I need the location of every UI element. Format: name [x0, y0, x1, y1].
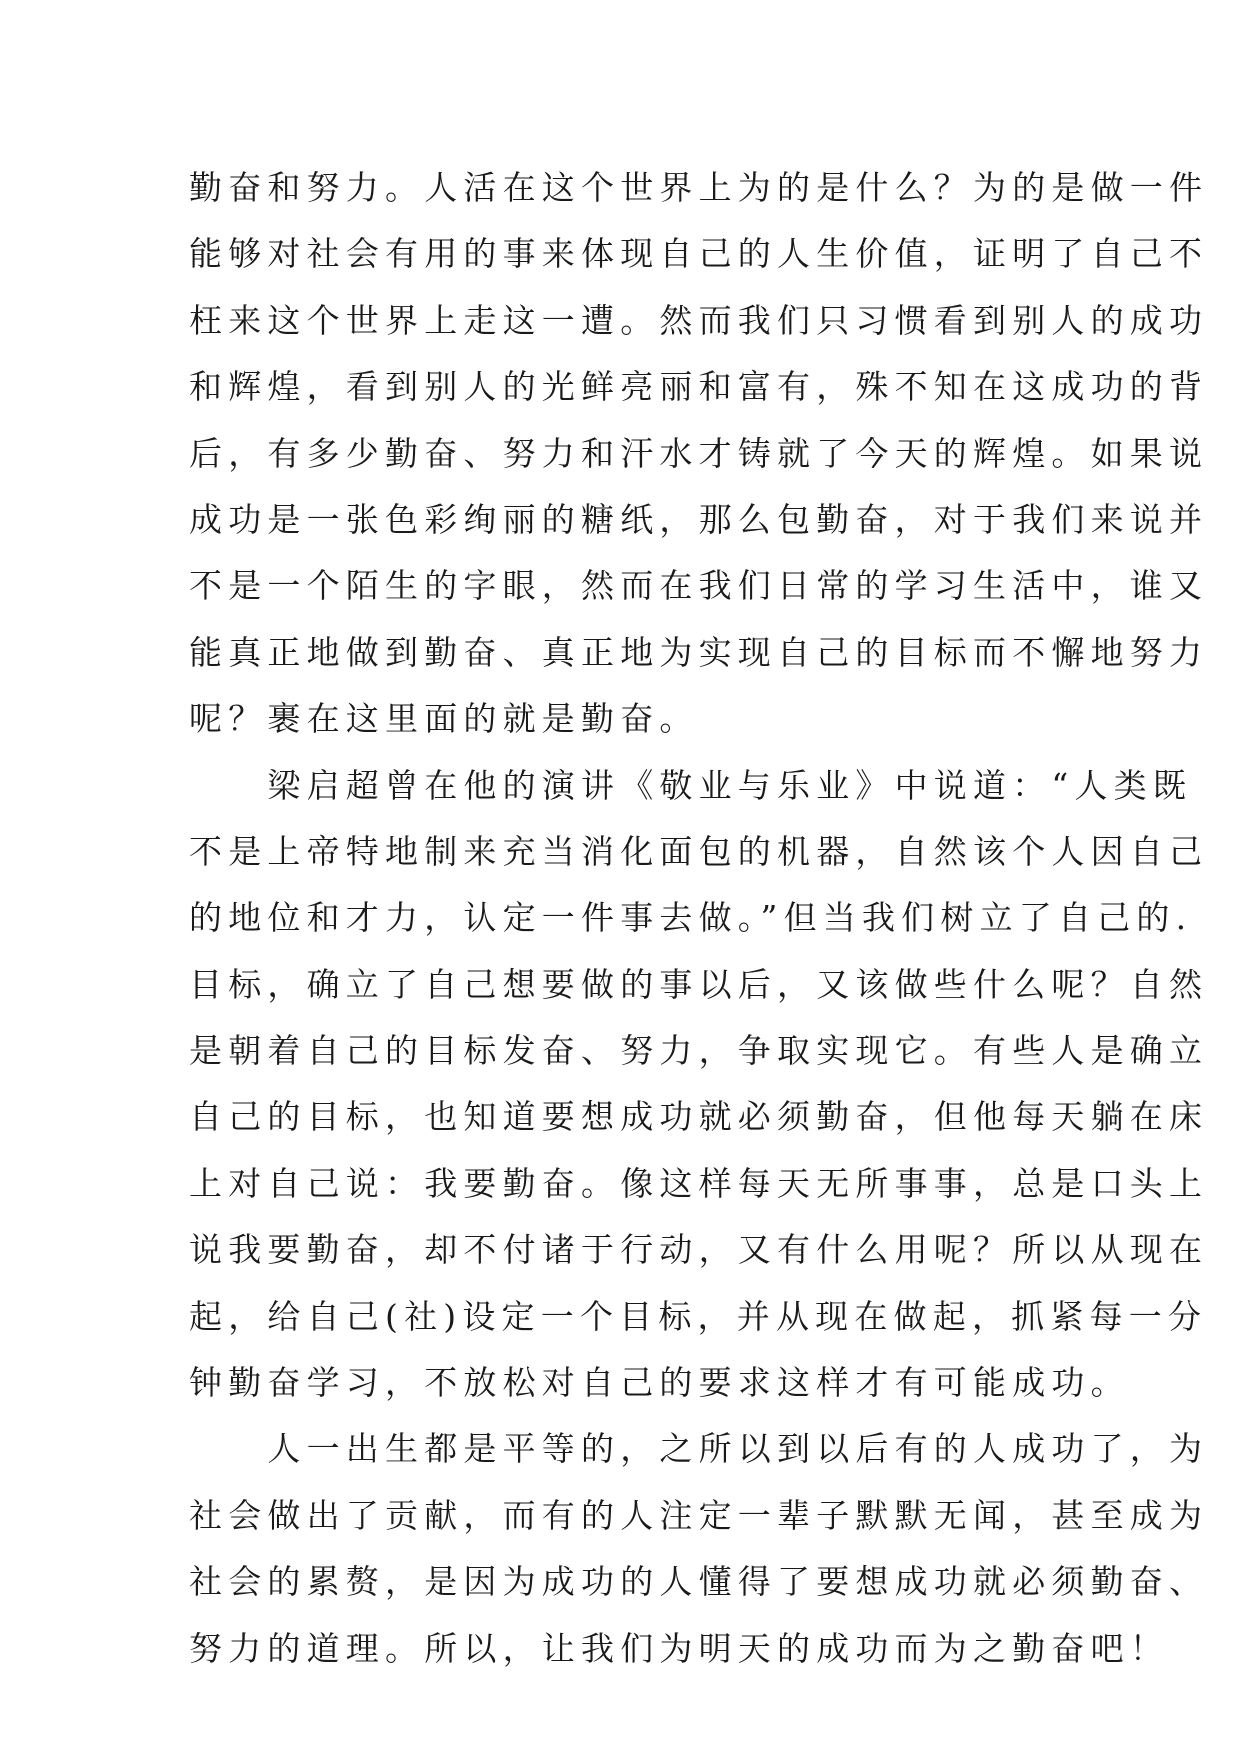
text-line: 能真正地做到勤奋、真正地为实现自己的目标而不懈地努力 [189, 632, 1209, 672]
text-line: 社会的累赘，是因为成功的人懂得了要想成功就必须勤奋、 [189, 1562, 1209, 1602]
text-line: 努力的道理。所以，让我们为明天的成功而为之勤奋吧！ [189, 1628, 1169, 1668]
text-line: 勤奋和努力。人活在这个世界上为的是什么？为的是做一件 [189, 168, 1209, 207]
text-line: 不是上帝特地制来充当消化面包的机器，自然该个人因自己 [189, 831, 1209, 871]
text-line: 起，给自己(社)设定一个目标，并从现在做起，抓紧每一分 [189, 1296, 1208, 1336]
text-line: 能够对社会有用的事来体现自己的人生价值，证明了自己不 [189, 234, 1209, 274]
text-line: 目标，确立了自己想要做的事以后，又该做些什么呢？自然 [189, 964, 1209, 1004]
text-line: 钟勤奋学习，不放松对自己的要求这样才有可能成功。 [189, 1363, 1130, 1403]
text-line: 的地位和才力，认定一件事去做。”但当我们树立了自己的. [189, 898, 1193, 938]
text-line: 成功是一张色彩绚丽的糖纸，那么包勤奋，对于我们来说并 [189, 499, 1209, 539]
text-line: 不是一个陌生的字眼，然而在我们日常的学习生活中，谁又 [189, 566, 1209, 606]
paragraph-start-line: 梁启超曾在他的演讲《敬业与乐业》中说道：“人类既 [189, 765, 1193, 805]
text-line: 社会做出了贡献，而有的人注定一辈子默默无闻，甚至成为 [189, 1495, 1209, 1535]
text-line: 上对自己说：我要勤奋。像这样每天无所事事，总是口头上 [189, 1163, 1209, 1203]
text-line: 是朝着自己的目标发奋、努力，争取实现它。有些人是确立 [189, 1031, 1209, 1071]
text-line: 枉来这个世界上走这一遭。然而我们只习惯看到别人的成功 [189, 300, 1209, 340]
text-line: 后，有多少勤奋、努力和汗水才铸就了今天的辉煌。如果说 [189, 433, 1209, 473]
text-line: 呢？裹在这里面的就是勤奋。 [189, 699, 699, 739]
paragraph-start-line: 人一出生都是平等的，之所以到以后有的人成功了，为 [189, 1429, 1209, 1469]
text-line: 自己的目标，也知道要想成功就必须勤奋，但他每天躺在床 [189, 1097, 1209, 1137]
text-line: 说我要勤奋，却不付诸于行动，又有什么用呢？所以从现在 [189, 1230, 1209, 1270]
text-line: 和辉煌，看到别人的光鲜亮丽和富有，殊不知在这成功的背 [189, 367, 1209, 407]
body-text [189, 155, 1209, 1682]
